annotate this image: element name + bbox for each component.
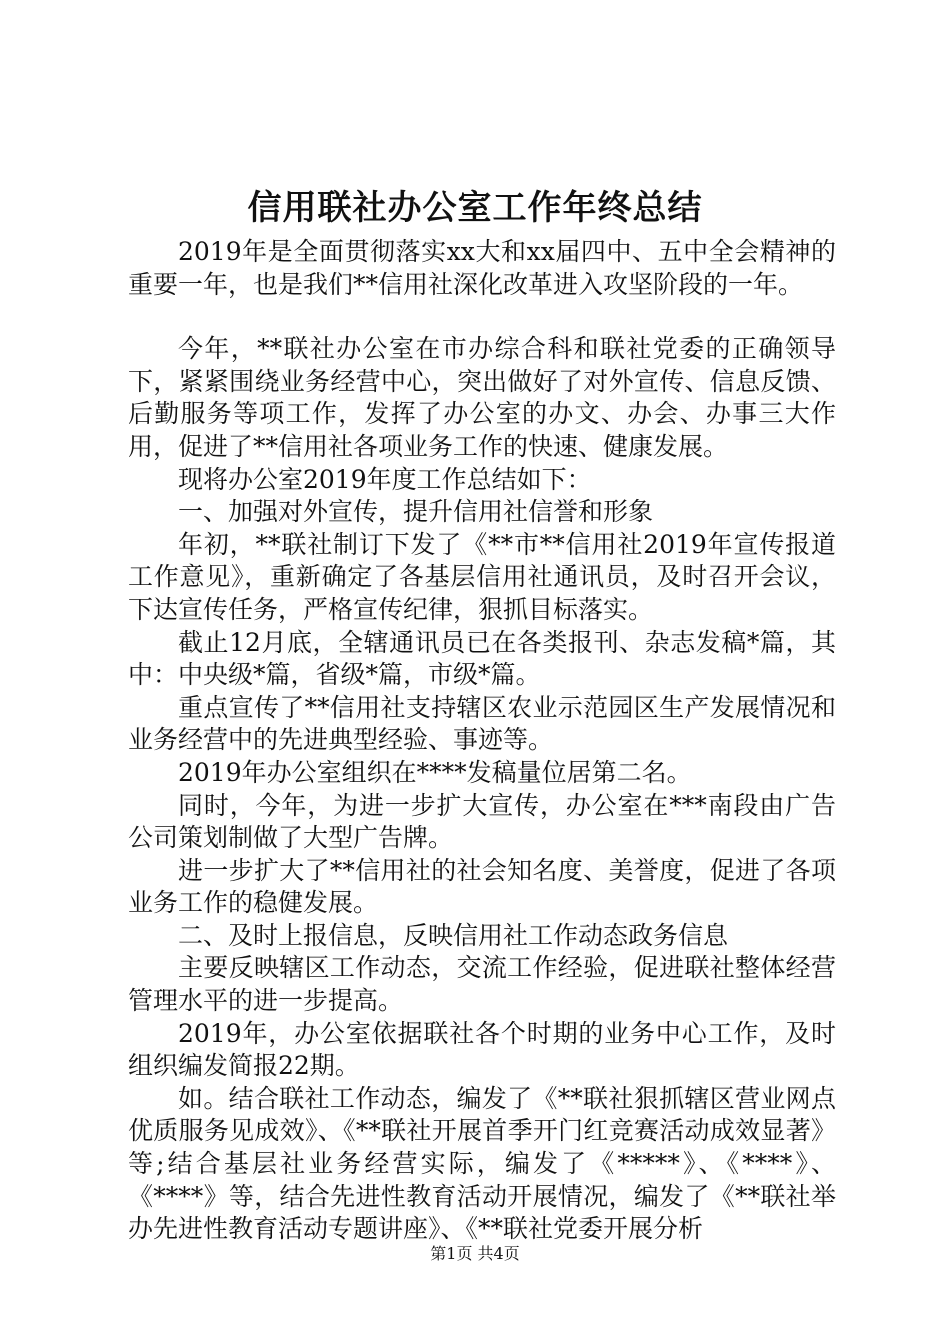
paragraph: 2019年办公室组织在****发稿量位居第二名。 [178,757,692,787]
paragraph: 今年，**联社办公室在市办综合科和联社党委的正确领导下，紧紧围绕业务经营中心，突出做好了对外宣传、信息反馈、后勤服务等项工作，发挥了办公室的办文、办会、办事三大作用，促进了**信用社各项业务工作的快速、健康发展。 [128,334,836,461]
paragraph: 主要反映辖区工作动态，交流工作经验，促进联社整体经营管理水平的进一步提高。 [128,953,836,1016]
paragraph: 同时，今年，为进一步扩大宣传，办公室在***南段由广告公司策划制做了大型广告牌。 [128,790,836,853]
document-title: 信用联社办公室工作年终总结 [247,188,703,228]
paragraph: 截止12月底，全辖通讯员已在各类报刊、杂志发稿*篇，其中：中央级*篇，省级*篇，市级*篇。 [128,627,836,690]
paragraph: 如。结合联社工作动态，编发了《**联社狠抓辖区营业网点优质服务见成效》、《**联社开展首季开门红竞赛活动成效显著》等;结合基层社业务经营实际，编发了《*****》、《****》、《****》等，结合先进性教育活动开展情况，编发了《**联社举办先进性教育活动专题讲座》、《**联社党委开展分析 [128,1083,836,1244]
paragraph: 重点宣传了**信用社支持辖区农业示范园区生产发展情况和业务经营中的先进典型经验、事迹等。 [128,692,836,755]
section-heading: 二、及时上报信息，反映信用社工作动态政务信息 [178,920,729,950]
paragraph: 现将办公室2019年度工作总结如下： [178,464,592,494]
paragraph: 2019年是全面贯彻落实xx大和xx届四中、五中全会精神的重要一年，也是我们**信用社深化改革进入攻坚阶段的一年。 [128,237,836,299]
document-body [128,236,836,1246]
paragraph: 2019年，办公室依据联社各个时期的业务中心工作，及时组织编发简报22期。 [128,1018,836,1081]
section-heading: 一、加强对外宣传，提升信用社信誉和形象 [178,497,654,527]
page-footer: 第1页 共4页 [430,1244,520,1263]
paragraph: 年初，**联社制订下发了《**市**信用社2019年宣传报道工作意见》，重新确定了各基层信用社通讯员，及时召开会议，下达宣传任务，严格宣传纪律，狠抓目标落实。 [128,529,836,624]
paragraph: 进一步扩大了**信用社的社会知名度、美誉度，促进了各项业务工作的稳健发展。 [128,855,836,918]
